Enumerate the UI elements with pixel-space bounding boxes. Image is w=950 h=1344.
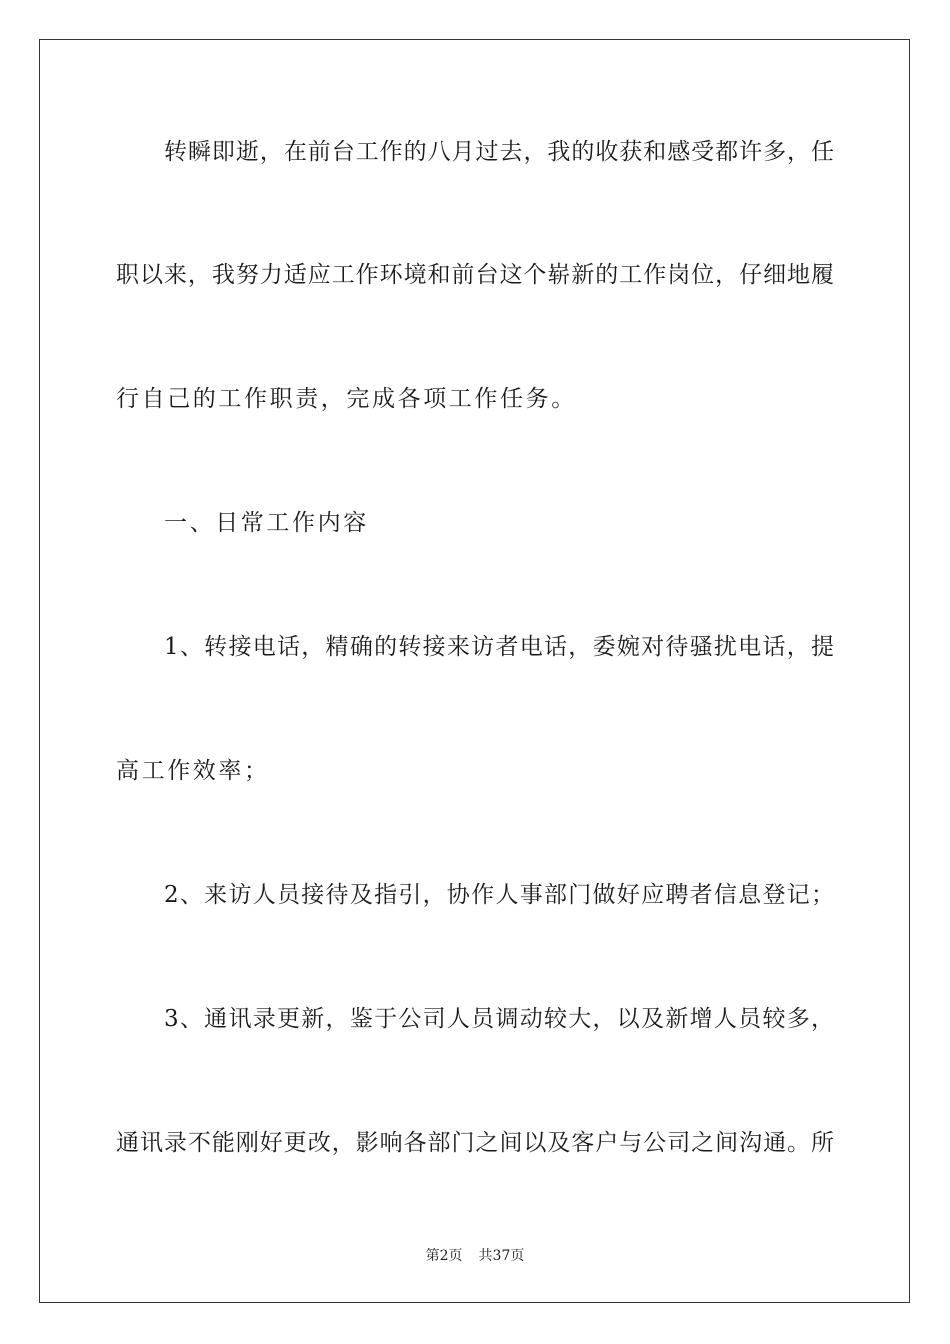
paragraph-line-2: 职以来，我努力适应工作环境和前台这个崭新的工作岗位，仔细地履	[116, 262, 834, 288]
section-heading: 一、日常工作内容	[164, 510, 369, 536]
list-item-2-line-1: 2、来访人员接待及指引，协作人事部门做好应聘者信息登记；	[164, 882, 834, 908]
page-border	[39, 39, 910, 1303]
list-item-1-line-1: 1、转接电话，精确的转接来访者电话，委婉对待骚扰电话，提	[164, 634, 834, 660]
list-item-3-line-2: 通讯录不能刚好更改，影响各部门之间以及客户与公司之间沟通。所	[116, 1130, 834, 1156]
list-item-3-line-1: 3、通讯录更新，鉴于公司人员调动较大，以及新增人员较多，	[164, 1006, 834, 1032]
paragraph-line-3: 行自己的工作职责，完成各项工作任务。	[116, 386, 577, 412]
page-number: 第2页	[425, 1248, 463, 1264]
page-footer	[0, 1247, 950, 1265]
paragraph-line-1: 转瞬即逝，在前台工作的八月过去，我的收获和感受都许多，任	[164, 139, 834, 165]
total-pages: 共37页	[478, 1248, 525, 1264]
list-item-1-line-2: 高工作效率；	[116, 758, 270, 784]
